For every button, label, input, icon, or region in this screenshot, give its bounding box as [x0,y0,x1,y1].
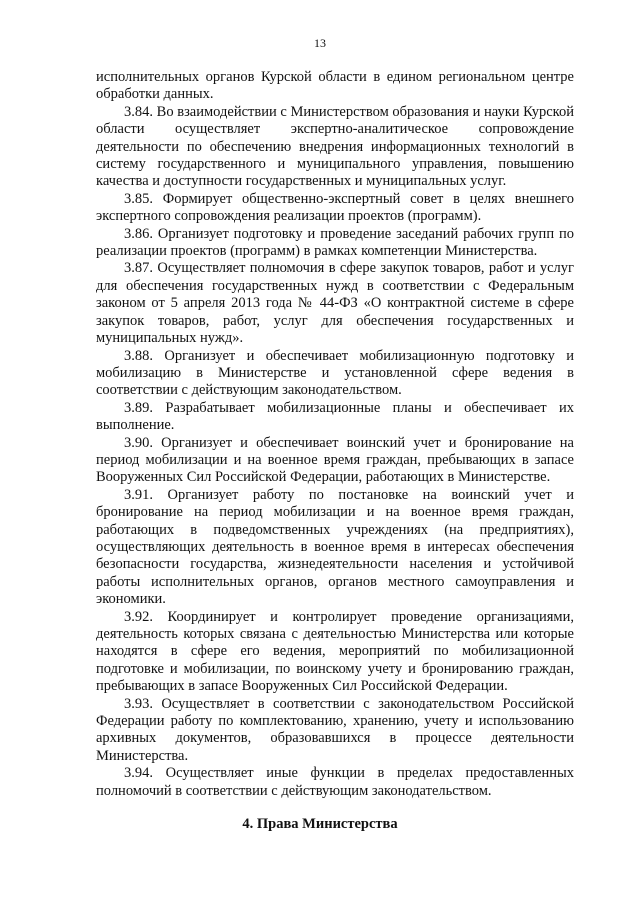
paragraph-3-92: 3.92. Координирует и контролирует проведение организациями, деятельность которых связана с деятельностью Министерства или которые находятся в сфере его ведения, мероприятий по мобилизационной подготовке и мобилизации, по воинскому учету и бронированию граждан, пребывающих в запасе Вооруженных Сил Российской Федерации. [96,608,574,695]
paragraph-3-86: 3.86. Организует подготовку и проведение заседаний рабочих групп по реализации проектов (программ) в рамках компетенции Министерства. [96,225,574,260]
document-body [96,69,574,800]
paragraph-3-93: 3.93. Осуществляет в соответствии с законодательством Российской Федерации работу по комплектованию, хранению, учету и использованию архивных документов, образовавшихся в процессе деятельности Министерства. [96,695,574,764]
paragraph-3-87: 3.87. Осуществляет полномочия в сфере закупок товаров, работ и услуг для обеспечения государственных нужд в соответствии с Федеральным законом от 5 апреля 2013 года № 44-ФЗ «О контрактной системе в сфере закупок товаров, работ, услуг для обеспечения государственных и муниципальных нужд». [96,260,574,347]
paragraph-3-90: 3.90. Организует и обеспечивает воинский учет и бронирование на период мобилизации и на военное время граждан, пребывающих в запасе Вооруженных Сил Российской Федерации, работающих в Министерстве. [96,434,574,486]
paragraph-3-85: 3.85. Формирует общественно-экспертный совет в целях внешнего экспертного сопровождения реализации проектов (программ). [96,190,574,225]
paragraph-3-89: 3.89. Разрабатывает мобилизационные планы и обеспечивает их выполнение. [96,399,574,434]
paragraph-3-91: 3.91. Организует работу по постановке на воинский учет и бронирование на период мобилизации и на военное время граждан, работающих в подведомственных учреждениях (на предприятиях), осуществляющих деятельность в военное время в интересах обеспечения безопасности государства, жизнедеятельности населения и устойчивой работы исполнительных органов, органов местного самоуправления и экономики. [96,486,574,608]
page-number: 13 [314,36,326,50]
paragraph-3-94: 3.94. Осуществляет иные функции в пределах предоставленных полномочий в соответствии с действующим законодательством. [96,765,574,799]
paragraph-3-88: 3.88. Организует и обеспечивает мобилизационную подготовку и мобилизацию в Министерстве и установленной сфере ведения в соответствии с действующим законодательством. [96,347,574,399]
section-heading: 4. Права Министерства [242,816,398,832]
paragraph-continuation: исполнительных органов Курской области в едином региональном центре обработки данных. [96,69,574,103]
paragraph-3-84: 3.84. Во взаимодействии с Министерством образования и науки Курской области осуществляет экспертно-аналитическое сопровождение деятельности по обеспечению внедрения информационных технологий в систему государственного и муниципального управления, повышению качества и доступности государственных и муниципальных услуг. [96,103,574,190]
